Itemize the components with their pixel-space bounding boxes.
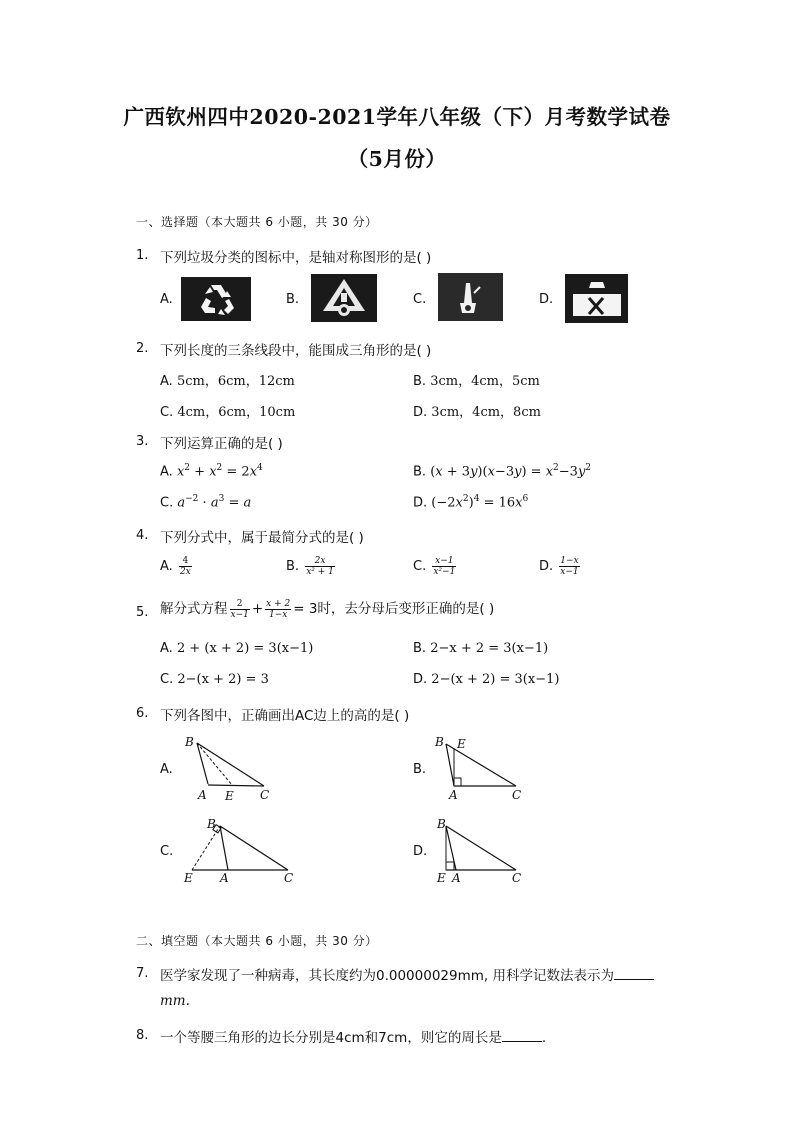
q5-option-b: B. 2−x + 2 = 3(x−1) xyxy=(413,641,549,656)
q8-answer-blank[interactable] xyxy=(502,1041,542,1042)
q7-text: 医学家发现了一种病毒，其长度约为0.00000029mm, 用科学记数法表示为 xyxy=(160,964,654,984)
q4-option-b: B. $\frac{2x}{\text{x² + 1}}$ xyxy=(286,556,334,577)
q6-label-c: C. xyxy=(160,844,174,859)
svg-text:C: C xyxy=(512,871,522,885)
q5-text: 解分式方程 $\frac{2}{x-1}$ + $\frac{x + 2}{1-x}$ = 3时，去分母后变形正确的是( ) xyxy=(160,598,495,620)
q6-figure-a xyxy=(180,732,280,804)
q5-option-a: A. 2 + (x + 2) = 3(x−1) xyxy=(160,641,314,656)
q2-option-a: A. 5cm，6cm，12cm xyxy=(160,374,295,389)
q5-number: 5. xyxy=(136,605,149,620)
q3-option-c: C. $a^{-2} \cdot a^3 = a$ xyxy=(160,494,252,511)
q3-option-b: B. $(x + 3y)(x-3y) = x^2-3y^2$ xyxy=(413,463,592,480)
q8-number: 8. xyxy=(136,1028,149,1043)
q4-option-c: C. $\frac{x-1}{\text{x²−1}}$ xyxy=(413,556,456,577)
q3-number: 3. xyxy=(136,434,149,449)
svg-text:C: C xyxy=(512,788,522,802)
svg-text:B: B xyxy=(185,735,194,749)
svg-text:E: E xyxy=(457,737,466,751)
q4-number: 4. xyxy=(136,528,149,543)
svg-text:A: A xyxy=(449,788,458,802)
q3-text: 下列运算正确的是( ) xyxy=(160,436,283,452)
q2-option-b: B. 3cm，4cm，5cm xyxy=(413,374,540,389)
svg-text:A: A xyxy=(452,871,461,885)
q1-label-b: B. xyxy=(286,292,300,307)
svg-text:E: E xyxy=(184,871,193,885)
q6-label-b: B. xyxy=(413,762,427,777)
svg-text:C: C xyxy=(284,871,294,885)
svg-text:E: E xyxy=(225,789,234,803)
q7-number: 7. xyxy=(136,966,149,981)
q6-figure-d xyxy=(432,814,532,888)
svg-text:A: A xyxy=(198,788,207,802)
q6-text: 下列各图中，正确画出AC边上的高的是( ) xyxy=(160,708,410,724)
q3-option-d: D. $(-2x^2)^4 = 16x^6$ xyxy=(413,494,529,511)
q4-option-a: A. $\frac{4}{2x}$ xyxy=(160,556,191,577)
q2-option-c: C. 4cm，6cm，10cm xyxy=(160,405,296,420)
svg-text:B: B xyxy=(437,817,446,831)
section-heading-choice: 一、选择题（本大题共 6 小题，共 30 分） xyxy=(136,215,378,229)
svg-text:A: A xyxy=(220,871,229,885)
svg-text:B: B xyxy=(207,817,216,831)
q6-figure-b xyxy=(432,732,532,804)
q8-text: 一个等腰三角形的边长分别是4cm和7cm，则它的周长是 . xyxy=(160,1030,547,1046)
q2-option-d: D. 3cm，4cm，8cm xyxy=(413,405,541,420)
q6-label-a: A. xyxy=(160,762,173,777)
q5-option-c: C. 2−(x + 2) = 3 xyxy=(160,672,269,687)
q6-number: 6. xyxy=(136,706,149,721)
q4-text: 下列分式中，属于最简分式的是( ) xyxy=(160,530,364,546)
q4-option-d: D. $\frac{1-x}{x-1}$ xyxy=(539,556,579,577)
kitchen-waste-icon xyxy=(438,273,503,321)
svg-text:B: B xyxy=(435,735,444,749)
q7-answer-blank[interactable] xyxy=(614,979,654,980)
q2-number: 2. xyxy=(136,341,149,356)
page-title: 广西钦州四中2020-2021学年八年级（下）月考数学试卷 xyxy=(123,105,671,129)
page-subtitle: （5月份） xyxy=(347,147,447,171)
section-heading-fill: 二、填空题（本大题共 6 小题，共 30 分） xyxy=(136,934,378,948)
q3-option-a: A. $x^2 + x^2 = 2x^4$ xyxy=(160,463,263,480)
q5-option-d: D. 2−(x + 2) = 3(x−1) xyxy=(413,672,560,687)
q1-label-d: D. xyxy=(539,292,554,307)
q1-text: 下列垃圾分类的图标中，是轴对称图形的是( ) xyxy=(160,250,432,266)
q1-label-c: C. xyxy=(413,292,427,307)
svg-text:C: C xyxy=(260,788,270,802)
q2-text: 下列长度的三条线段中，能围成三角形的是( ) xyxy=(160,343,432,359)
recycle-icon xyxy=(181,277,251,321)
q6-figure-c xyxy=(180,814,300,888)
hazard-symbol-icon xyxy=(311,274,377,322)
q7-unit: mm. xyxy=(160,993,190,1009)
other-waste-icon xyxy=(565,274,628,323)
svg-text:E: E xyxy=(437,871,446,885)
q1-label-a: A. xyxy=(160,292,173,307)
q6-label-d: D. xyxy=(413,844,428,859)
q1-number: 1. xyxy=(136,248,149,263)
